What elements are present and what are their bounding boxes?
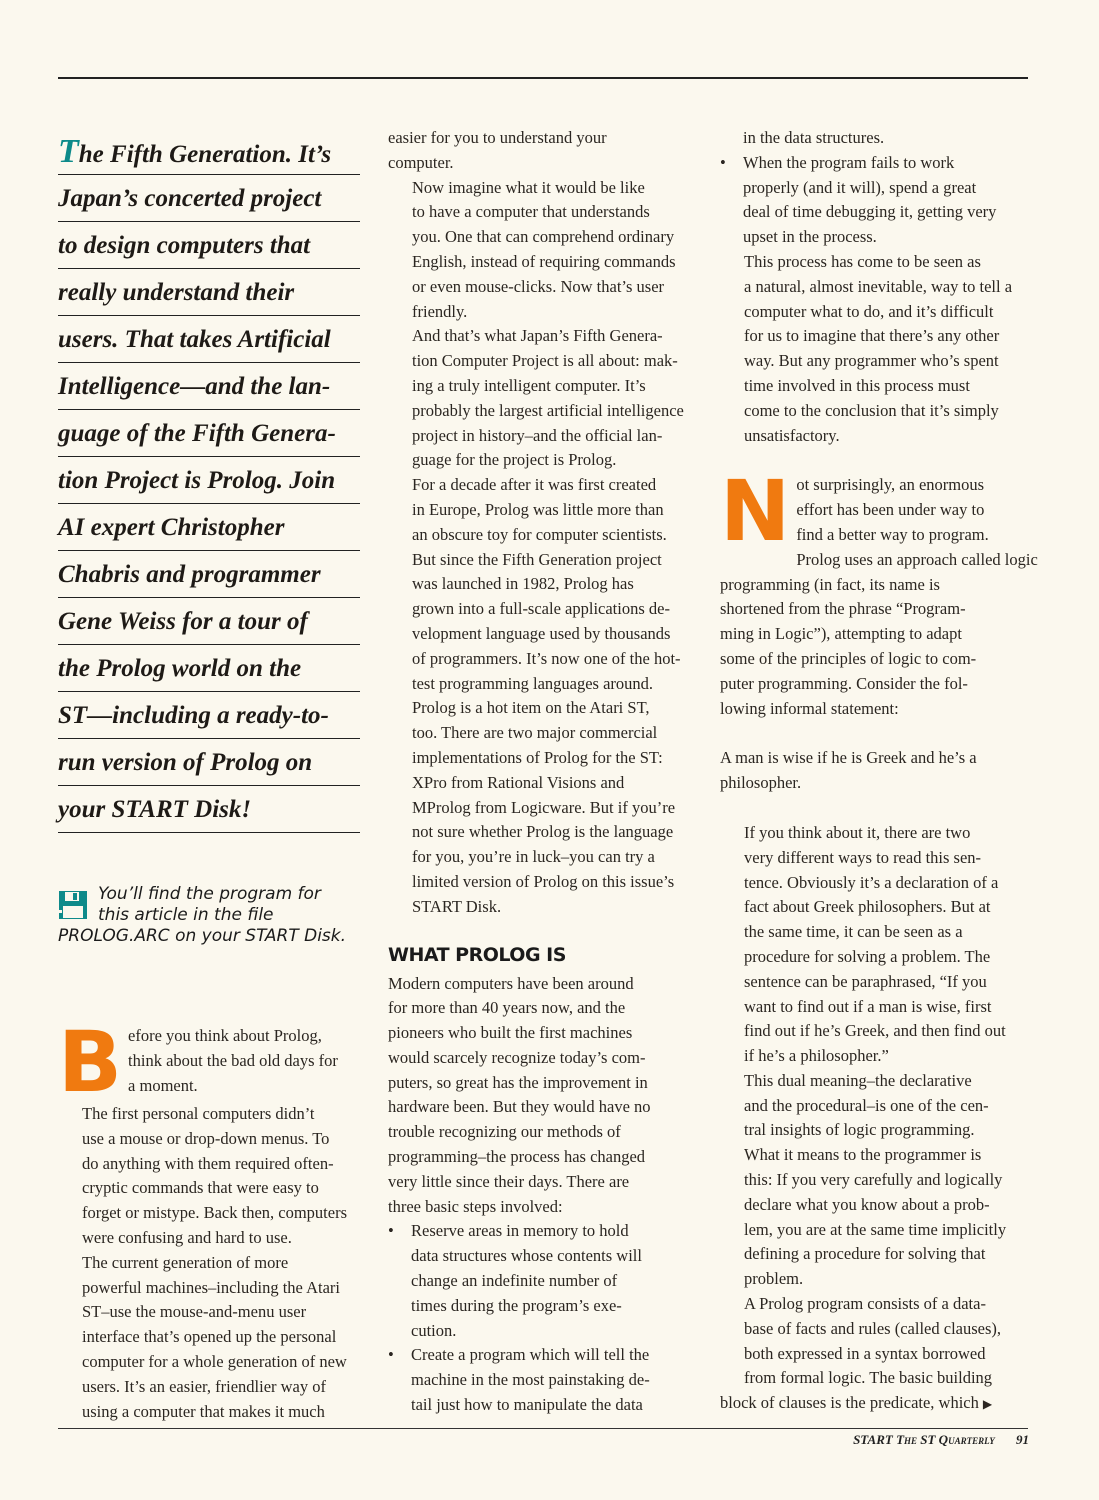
text-line: If you think about it, there are two xyxy=(744,822,971,842)
deck-line xyxy=(58,365,360,410)
text-line: But since the Fifth Generation project xyxy=(412,549,662,569)
text-line: Now imagine what it would be like xyxy=(412,177,645,197)
text-line: START Disk. xyxy=(412,896,502,916)
text-line: in Europe, Prolog was little more than xyxy=(412,499,664,519)
deck-text: your START Disk! xyxy=(58,796,252,823)
bullet-continuation xyxy=(720,126,1030,151)
text-line: procedure for solving a problem. The xyxy=(744,946,991,966)
text-line: properly (and it will), spend a great xyxy=(743,177,977,197)
text-line: When the program fails to work xyxy=(743,152,955,172)
bullet-text xyxy=(411,1219,700,1343)
bullet-dot: • xyxy=(388,1345,394,1365)
text-line: A man is wise if he is Greek and he’s a xyxy=(720,748,977,768)
text-line: forget or mistype. Back then, computers xyxy=(82,1203,348,1223)
text-line: tail just how to manipulate the data xyxy=(411,1395,643,1415)
text-line: declare what you know about a prob- xyxy=(744,1194,990,1214)
text-line: probably the largest artificial intelligence xyxy=(412,400,684,420)
text-line: hardware been. But they would have no xyxy=(388,1097,651,1117)
text-line: if he’s a philosopher.” xyxy=(744,1046,889,1066)
deck-text: tion Project is Prolog. Join xyxy=(58,467,336,494)
deck-text: AI expert Christopher xyxy=(58,514,285,541)
bullet-dot: • xyxy=(388,1221,394,1241)
text-line: implementations of Prolog for the ST: xyxy=(412,747,663,767)
floppy-disk-icon xyxy=(58,890,88,920)
text-line: some of the principles of logic to com- xyxy=(720,648,977,668)
text-line: What it means to the programmer is xyxy=(744,1145,982,1165)
text-line: change an indefinite number of xyxy=(411,1271,618,1291)
text-line: A Prolog program consists of a data- xyxy=(744,1294,986,1314)
text-line: both expressed in a syntax borrowed xyxy=(744,1343,986,1363)
text-line: programming (in fact, its name is xyxy=(720,574,940,594)
deck-text: Chabris and programmer xyxy=(58,561,321,588)
text-line: interface that’s opened up the personal xyxy=(82,1327,337,1347)
paragraph xyxy=(720,821,1030,1069)
text-line: This process has come to be seen as xyxy=(744,251,981,271)
bottom-rule xyxy=(58,1428,1028,1429)
text-line: machine in the most painstaking de- xyxy=(411,1370,650,1390)
deck-text: to design computers that xyxy=(58,232,311,259)
text-line: block of clauses is the predicate, which xyxy=(720,1393,979,1413)
deck-line xyxy=(58,600,360,645)
deck-text: the Prolog world on the xyxy=(58,655,302,682)
text-line: Prolog is a hot item on the Atari ST, xyxy=(412,698,650,718)
deck-text: Intelligence—and the lan- xyxy=(58,373,331,400)
text-line: find out if he’s Greek, and then find out xyxy=(744,1021,1006,1041)
text-line: The current generation of more xyxy=(82,1252,289,1272)
quote xyxy=(720,746,1030,796)
bullet-text xyxy=(743,126,1030,151)
deck-line xyxy=(58,412,360,457)
article-column-3 xyxy=(720,126,1038,1417)
text-line: want to find out if a man is wise, first xyxy=(744,996,992,1016)
paragraph xyxy=(388,972,700,1220)
text-line: and the procedural–is one of the cen- xyxy=(744,1095,989,1115)
text-line: ming in Logic”), attempting to adapt xyxy=(720,624,962,644)
deck-line xyxy=(58,224,360,269)
text-line: upset in the process. xyxy=(743,227,877,247)
text-line: English, instead of requiring commands xyxy=(412,251,676,271)
text-line: philosopher. xyxy=(720,773,802,793)
text-line: unsatisfactory. xyxy=(744,425,840,445)
text-line: tence. Obviously it’s a declaration of a xyxy=(744,872,999,892)
text-line: data structures whose contents will xyxy=(411,1246,642,1266)
text-line: to have a computer that understands xyxy=(412,202,650,222)
deck-line xyxy=(58,318,360,363)
deck-line xyxy=(58,177,360,222)
text-line: for you, you’re in luck–you can try a xyxy=(412,847,655,867)
deck-text: Japan’s concerted project xyxy=(58,185,322,212)
deck-line xyxy=(58,553,360,598)
text-line: for more than 40 years now, and the xyxy=(388,998,626,1018)
paragraph xyxy=(388,696,700,919)
text-line: This dual meaning–the declarative xyxy=(744,1070,972,1090)
text-line: The first personal computers didn’t xyxy=(82,1104,315,1123)
text-line: For a decade after it was first created xyxy=(412,475,657,495)
text-line: cryptic commands that were easy to xyxy=(82,1178,319,1198)
text-line: an obscure toy for computer scientists. xyxy=(412,524,667,544)
deck-text: ST—including a ready-to- xyxy=(58,702,329,729)
text-line: pioneers who built the first machines xyxy=(388,1023,633,1043)
deck-line xyxy=(58,271,360,316)
text-line: puter programming. Consider the fol- xyxy=(720,673,968,693)
text-line: guage for the project is Prolog. xyxy=(412,450,617,470)
paragraph xyxy=(720,250,1030,448)
deck-line xyxy=(58,647,360,692)
text-line: shortened from the phrase “Program- xyxy=(720,599,966,619)
deck-text: guage of the Fifth Genera- xyxy=(58,420,336,447)
deck-initial: T xyxy=(58,133,79,170)
text-line: you. One that can comprehend ordinary xyxy=(412,227,675,247)
text-line: base of facts and rules (called clauses), xyxy=(744,1318,1002,1338)
text-line: cution. xyxy=(411,1320,457,1340)
disk-note-line: this article in the file xyxy=(98,905,274,925)
deck xyxy=(58,130,360,835)
text-line: use a mouse or drop-down menus. To xyxy=(82,1128,330,1148)
continue-arrow-icon: ▶ xyxy=(982,1397,993,1412)
paragraph xyxy=(58,1251,360,1425)
text-line: very different ways to read this sen- xyxy=(744,847,982,867)
text-line: fact about Greek philosophers. But at xyxy=(744,897,991,917)
text-line: ot surprisingly, an enormous xyxy=(796,475,985,495)
text-line: defining a procedure for solving that xyxy=(744,1244,986,1264)
text-line: Prolog uses an approach called logic xyxy=(796,549,1038,569)
text-line: too. There are two major commercial xyxy=(412,723,658,743)
text-line: from formal logic. The basic building xyxy=(744,1368,993,1388)
deck-line xyxy=(58,788,360,833)
disk-note-line: PROLOG.ARC on your START Disk. xyxy=(58,926,347,946)
text-line: users. It’s an easier, friendlier way of xyxy=(82,1376,326,1396)
text-line: lem, you are at the same time implicitly xyxy=(744,1219,1007,1239)
section-heading: WHAT PROLOG IS xyxy=(388,943,566,966)
text-line: sentence can be paraphrased, “If you xyxy=(744,971,987,991)
text-line: very little since their days. There are xyxy=(388,1171,630,1191)
text-line: computer what to do, and it’s difficult xyxy=(744,301,994,321)
disk-note xyxy=(58,884,368,947)
deck-line xyxy=(58,741,360,786)
text-line: grown into a full-scale applications de- xyxy=(412,599,670,619)
drop-cap-b: B xyxy=(58,1013,123,1111)
deck-line xyxy=(58,459,360,504)
text-line: And that’s what Japan’s Fifth Genera- xyxy=(412,326,663,346)
text-line: trouble recognizing our methods of xyxy=(388,1122,621,1142)
text-line: lowing informal statement: xyxy=(720,698,899,718)
text-line: think about the bad old days for xyxy=(128,1050,338,1070)
text-line: way. But any programmer who’s spent xyxy=(744,351,999,371)
deck-text: Gene Weiss for a tour of xyxy=(58,608,308,635)
bullet-item xyxy=(388,1343,700,1417)
paragraph xyxy=(388,324,700,473)
text-line: come to the conclusion that it’s simply xyxy=(744,400,999,420)
deck-text: he Fifth Generation. It’s xyxy=(78,141,332,168)
magazine-name: START The ST Quarterly xyxy=(853,1432,995,1447)
text-line: find a better way to program. xyxy=(796,524,989,544)
deck-line xyxy=(58,506,360,551)
bullet-text xyxy=(411,1343,700,1417)
article-column-2 xyxy=(388,126,700,1418)
bullet-item xyxy=(720,151,1030,250)
text-line: limited version of Prolog on this issue’s xyxy=(412,871,675,891)
paragraph xyxy=(720,1292,1030,1417)
text-line: times during the program’s exe- xyxy=(411,1295,622,1315)
text-line: puters, so great has the improvement in xyxy=(388,1072,648,1092)
text-line: was launched in 1982, Prolog has xyxy=(412,574,634,594)
text-line: MProlog from Logicware. But if you’re xyxy=(412,797,676,817)
bullet-dot: • xyxy=(720,152,726,172)
deck-line xyxy=(58,130,360,175)
text-line: tion Computer Project is all about: mak- xyxy=(412,351,678,371)
text-line: powerful machines–including the Atari xyxy=(82,1277,340,1297)
page-number: 91 xyxy=(1016,1432,1029,1447)
paragraph xyxy=(58,1102,360,1251)
text-line: in the data structures. xyxy=(743,128,885,147)
text-line: not sure whether Prolog is the language xyxy=(412,822,674,842)
text-line: computer. xyxy=(388,152,454,172)
text-line: were confusing and hard to use. xyxy=(82,1227,292,1247)
paragraph xyxy=(388,126,700,176)
text-line: test programming languages around. xyxy=(412,673,654,693)
text-line: Reserve areas in memory to hold xyxy=(411,1221,629,1241)
page-footer xyxy=(853,1432,1029,1448)
text-line: ing a truly intelligent computer. It’s xyxy=(412,375,646,395)
text-line: problem. xyxy=(744,1269,804,1289)
text-line: or even mouse-clicks. Now that’s user xyxy=(412,276,665,296)
text-line: easier for you to understand your xyxy=(388,128,607,147)
text-line: project in history–and the official lan- xyxy=(412,425,663,445)
text-line: friendly. xyxy=(412,301,468,321)
text-line: velopment language used by thousands xyxy=(412,623,671,643)
text-line: Create a program which will tell the xyxy=(411,1345,650,1365)
text-line: computer for a whole generation of new xyxy=(82,1351,347,1371)
text-line: deal of time debugging it, getting very xyxy=(743,202,997,222)
disk-note-line: You’ll find the program for xyxy=(98,884,321,904)
paragraph xyxy=(388,176,700,325)
article-column-1 xyxy=(58,1013,360,1424)
text-line: Modern computers have been around xyxy=(388,973,634,993)
deck-text: users. That takes Artificial xyxy=(58,326,331,353)
text-line: for us to imagine that there’s any other xyxy=(744,326,1000,346)
text-line: would scarcely recognize today’s com- xyxy=(388,1047,646,1067)
text-line: using a computer that makes it much xyxy=(82,1401,325,1421)
deck-line xyxy=(58,694,360,739)
text-line: ST–use the mouse-and-menu user xyxy=(82,1302,307,1322)
text-line: three basic steps involved: xyxy=(388,1196,563,1216)
text-line: efore you think about Prolog, xyxy=(128,1026,322,1045)
text-line: a natural, almost inevitable, way to tell a xyxy=(744,276,1013,296)
text-line: a moment. xyxy=(128,1075,198,1095)
bullet-text xyxy=(743,151,1030,250)
drop-cap-n: N xyxy=(720,462,791,561)
text-line: effort has been under way to xyxy=(796,500,985,520)
deck-text: run version of Prolog on xyxy=(58,749,313,776)
text-line: XPro from Rational Visions and xyxy=(412,772,625,792)
text-line: of programmers. It’s now one of the hot- xyxy=(412,648,681,668)
top-rule xyxy=(58,77,1028,79)
paragraph xyxy=(720,1069,1030,1292)
text-line: do anything with them required often- xyxy=(82,1153,334,1173)
text-line: the same time, it can be seen as a xyxy=(744,922,963,942)
bullet-item xyxy=(388,1219,700,1343)
text-line: time involved in this process must xyxy=(744,375,970,395)
text-line: tral insights of logic programming. xyxy=(744,1120,975,1140)
text-line: this: If you very carefully and logically xyxy=(744,1170,1003,1190)
paragraph xyxy=(388,473,700,696)
deck-text: really understand their xyxy=(58,279,295,306)
text-line: programming–the process has changed xyxy=(388,1147,646,1167)
